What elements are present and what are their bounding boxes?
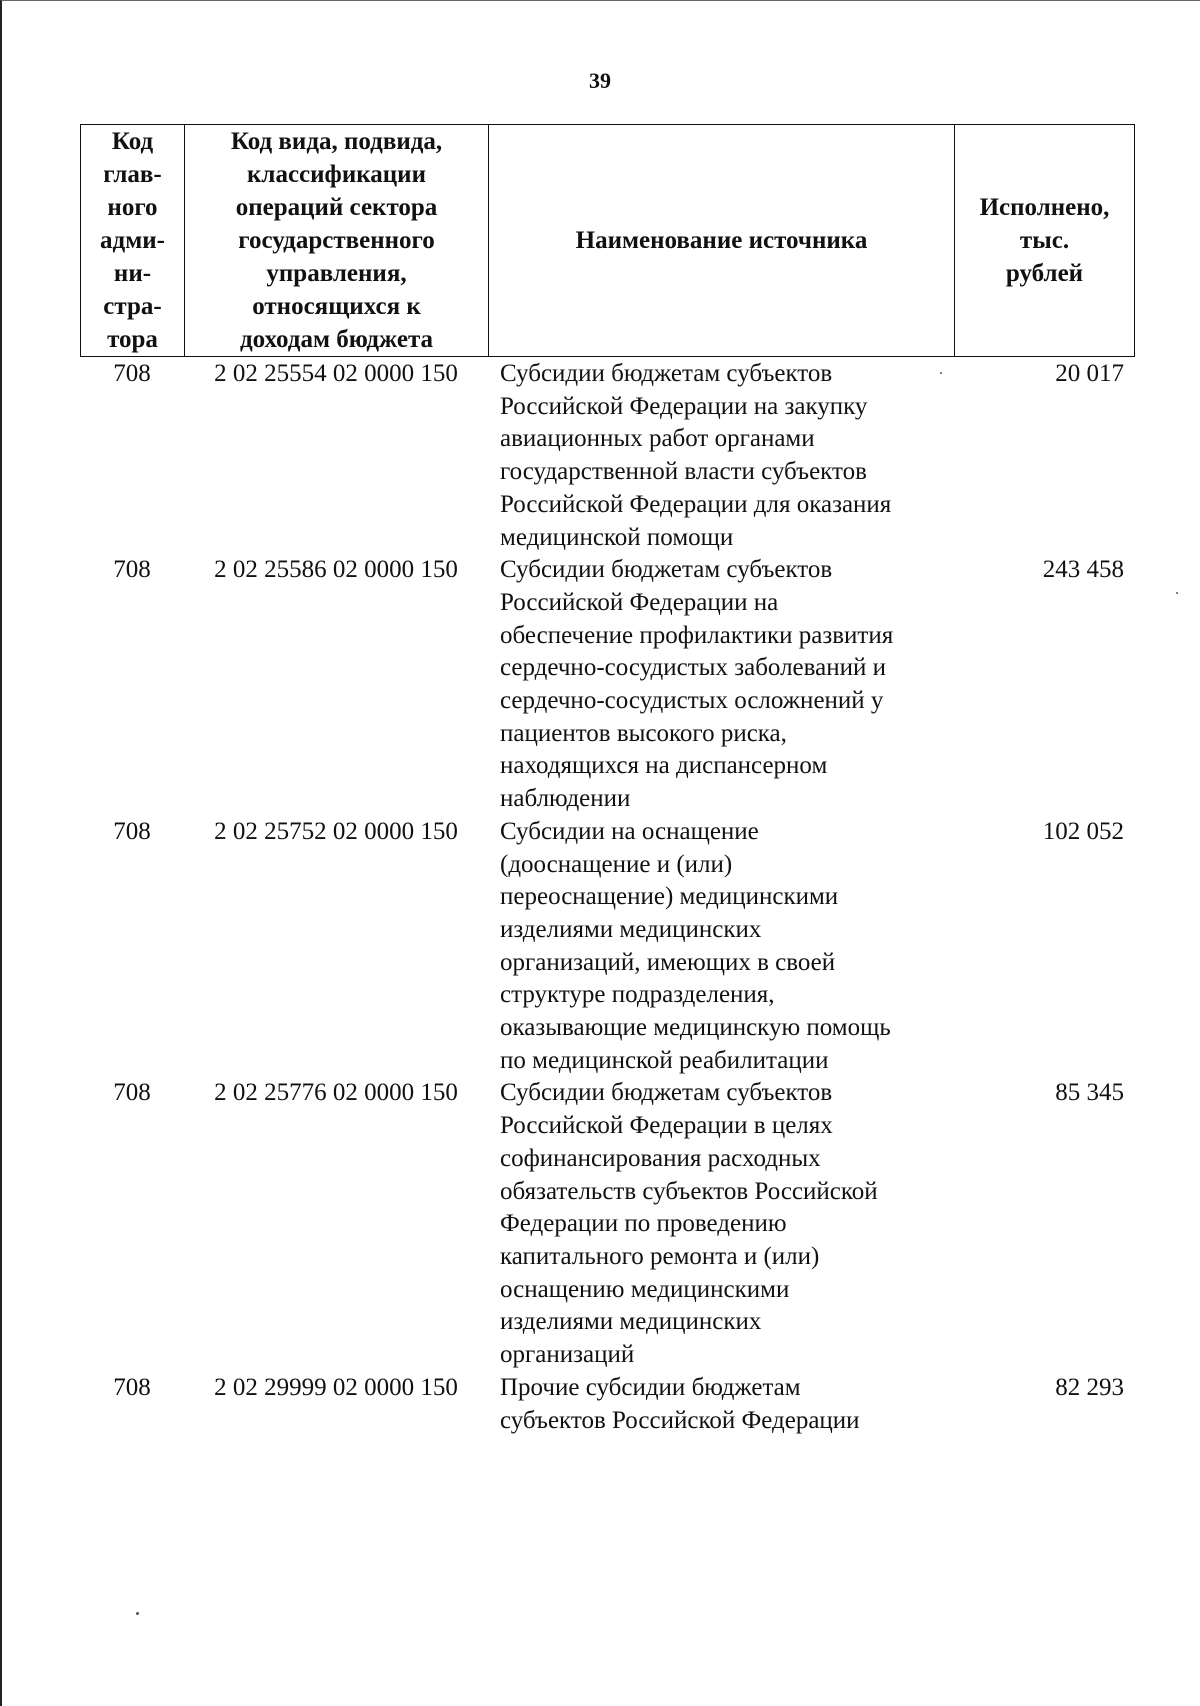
source-name-cell: Субсидии бюджетам субъектов Российской Федерации на закупку авиационных работ органами государственной власти субъектов Российской Федерации для оказания медицинской помощи [500, 360, 892, 551]
scan-speck [136, 1612, 139, 1615]
source-name-cell: Субсидии на оснащение (дооснащение и (или) переоснащение) медицинскими изделиями медицинских организаций, имеющих в своей структуре подразделения, оказывающие медицинскую помощь по медицинской реабилитации [500, 817, 891, 1074]
scan-speck [1176, 592, 1178, 594]
header-executed-label: Исполнено, тыс. рублей [979, 194, 1110, 287]
amount-cell: 85 345 [1055, 1079, 1124, 1107]
header-executed [955, 125, 1135, 357]
source-name-cell: Прочие субсидии бюджетам субъектов Российской Федерации [500, 1373, 860, 1434]
header-source-name-label: Наименование источника [575, 227, 868, 254]
admin-code-cell: 708 [113, 817, 151, 845]
header-source-name [489, 125, 955, 357]
amount-cell: 102 052 [1042, 817, 1124, 845]
table-row [80, 816, 1134, 1078]
header-type-code [185, 125, 489, 357]
admin-code-cell: 708 [113, 360, 151, 387]
type-code-cell: 2 02 25776 02 0000 150 [214, 1079, 458, 1107]
table-header [80, 124, 1135, 357]
source-name-cell: Субсидии бюджетам субъектов Российской Федерации в целях софинансирования расходных обязательств субъектов Российской Федерации по проведению капитального ремонта и (или) оснащению медицинскими изделиями медицинских организаций [500, 1079, 878, 1369]
admin-code-cell: 708 [113, 1373, 151, 1401]
source-name-cell: Субсидии бюджетам субъектов Российской Федерации на обеспечение профилактики развития сердечно-сосудистых заболеваний и сердечно-сосудистых осложнений у пациентов высокого риска, находящихся на диспансерном наблюдении [500, 556, 894, 813]
type-code-cell: 2 02 25752 02 0000 150 [214, 817, 458, 845]
amount-cell: 82 293 [1055, 1373, 1124, 1401]
header-admin-code-label: Код глав- ного адми- ни- стра- тора [100, 128, 165, 353]
page-number: 39 [589, 68, 611, 93]
amount-cell: 243 458 [1042, 556, 1124, 584]
table-row [80, 1077, 1134, 1371]
type-code-cell: 2 02 25554 02 0000 150 [214, 360, 458, 387]
table-body [80, 358, 1134, 1437]
table-row [80, 554, 1134, 816]
admin-code-cell: 708 [113, 556, 151, 584]
header-type-code-label: Код вида, подвида, классификации операций сектора государственного управления, относящихся к доходам бюджета [230, 128, 443, 353]
table-row [80, 1372, 1134, 1437]
header-admin-code [81, 125, 185, 357]
type-code-cell: 2 02 25586 02 0000 150 [214, 556, 458, 584]
table-row [80, 358, 1134, 554]
type-code-cell: 2 02 29999 02 0000 150 [214, 1373, 458, 1401]
amount-cell: 20 017 [1055, 360, 1124, 387]
scan-speck [940, 372, 942, 374]
admin-code-cell: 708 [113, 1079, 151, 1107]
